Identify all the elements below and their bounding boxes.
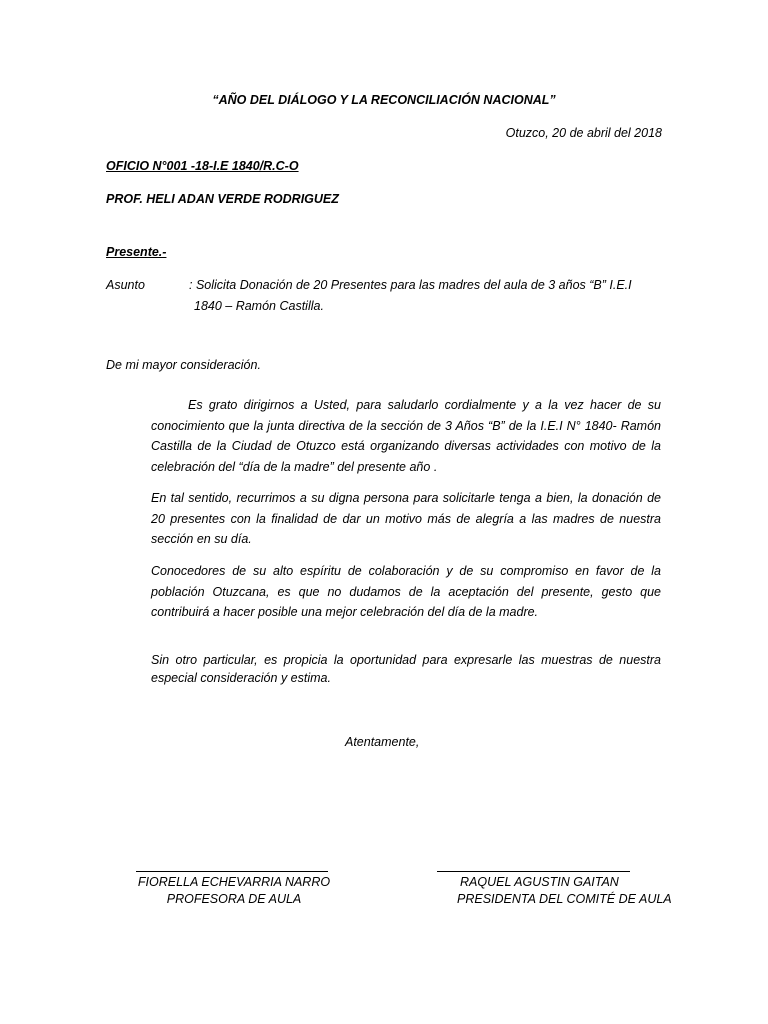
motto-heading: “AÑO DEL DIÁLOGO Y LA RECONCILIACIÓN NACIONAL” [212,93,556,107]
signature-name-1: FIORELLA ECHEVARRIA NARRO [137,875,331,889]
paragraph-line: Sin otro particular, es propicia la oportunidad para expresarle las muestras de nuestra [151,653,661,667]
signature-role-2: PRESIDENTA DEL COMITÉ DE AULA [457,892,672,906]
paragraph-line: conocimiento que la junta directiva de la sección de 3 Años “B” de la I.E.I N° 1840- Ramón [151,418,661,433]
paragraph-line: Es grato dirigirnos a Usted, para saludarlo cordialmente y a la vez hacer de su [188,398,661,412]
recipient-name: PROF. HELI ADAN VERDE RODRIGUEZ [106,192,339,206]
paragraph-line: Castilla de la Ciudad de Otuzco está organizando diversas actividades con motivo de la [151,439,661,453]
paragraph-line: sección en su día. [151,532,252,546]
paragraph-line: 20 presentes con la finalidad de dar un motivo más de alegría a las madres de nuestra [151,511,661,526]
greeting: De mi mayor consideración. [106,358,261,372]
presente-label: Presente.- [106,245,167,259]
paragraph-1 [151,395,661,477]
paragraph-3 [151,561,661,623]
signature-role-1: PROFESORA DE AULA [166,892,302,906]
signature-name-2: RAQUEL AGUSTIN GAITAN [460,875,619,889]
paragraph-4 [151,651,661,687]
paragraph-line: Conocedores de su alto espíritu de colaboración y de su compromiso en favor de la [151,564,661,578]
subject-text-line2: 1840 – Ramón Castilla. [194,299,324,313]
paragraph-line: población Otuzcana, es que no dudamos de la aceptación del presente, gesto que [151,584,661,599]
subject-text-line1: : Solicita Donación de 20 Presentes para las madres del aula de 3 años “B” I.E.I [189,278,632,292]
paragraph-line: celebración del “día de la madre” del presente año . [151,459,438,474]
subject-label: Asunto [106,278,145,292]
paragraph-line: contribuirá a hacer posible una mejor celebración del día de la madre. [151,605,539,619]
paragraph-line: especial consideración y estima. [151,671,331,685]
signature-line-2 [437,871,630,872]
reference-number: OFICIO N°001 -18-I.E 1840/R.C-O [106,159,299,173]
place-date: Otuzco, 20 de abril del 2018 [505,126,662,140]
closing: Atentamente, [345,735,420,749]
paragraph-2 [151,488,661,550]
paragraph-line: En tal sentido, recurrimos a su digna persona para solicitarle tenga a bien, la donación de [151,491,661,505]
signature-line-1 [136,871,328,872]
